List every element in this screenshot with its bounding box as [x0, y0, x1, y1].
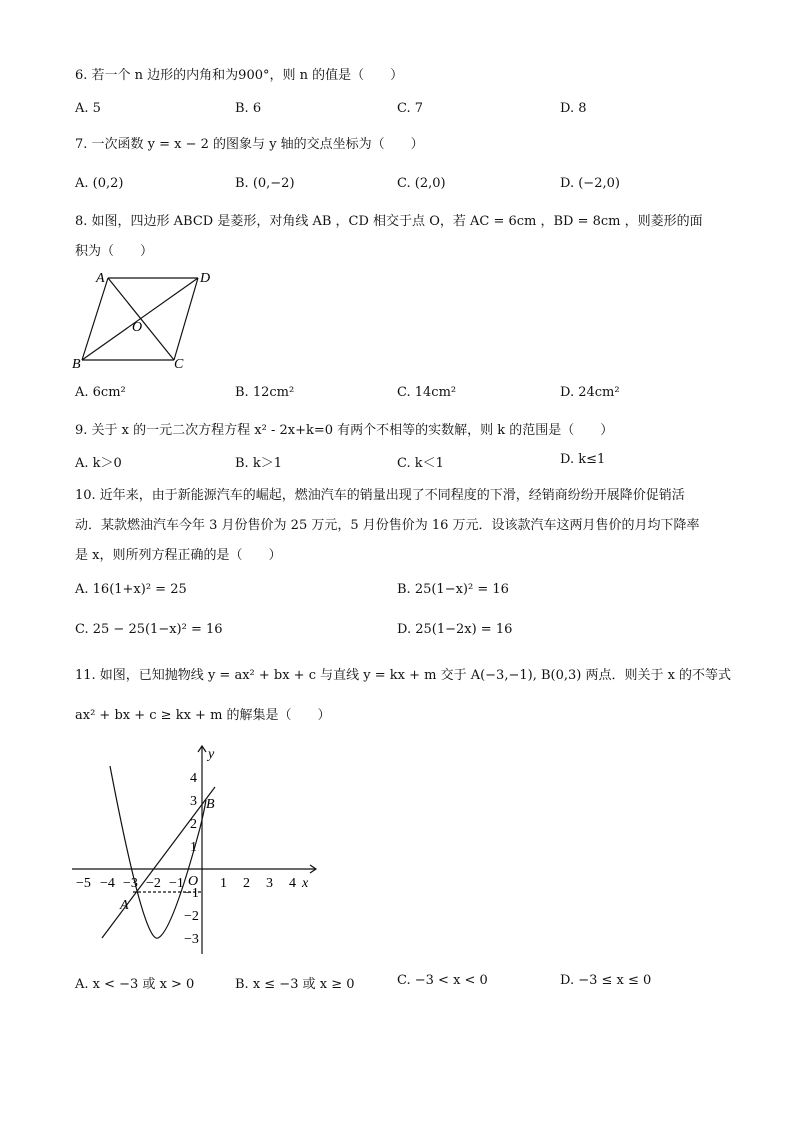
rhombus-figure [70, 268, 220, 372]
question-9-stem: 9. 关于 x 的一元二次方程方程 x² - 2x+k=0 有两个不相等的实数解，则 k 的范围是（ ） [75, 423, 614, 438]
x-tick-neg3: −3 [123, 876, 138, 891]
axis-label-x: x [302, 876, 309, 891]
origin-label: O [188, 874, 199, 889]
q9-option-c[interactable]: C. k＜1 [397, 456, 444, 471]
y-tick-neg1: −1 [184, 886, 199, 901]
q7-option-b[interactable]: B. (0,−2) [235, 176, 295, 191]
center-label-o: O [132, 320, 143, 335]
diagonal-bd [82, 278, 198, 360]
question-11-stem-line2: ax² + bx + c ≥ kx + m 的解集是（ ） [75, 708, 331, 723]
q9-option-b[interactable]: B. k＞1 [235, 456, 282, 471]
q6-option-a[interactable]: A. 5 [75, 101, 101, 116]
y-tick-neg2: −2 [184, 909, 199, 924]
x-tick-neg4: −4 [100, 876, 115, 891]
y-tick-4: 4 [190, 771, 197, 786]
y-tick-2: 2 [190, 817, 197, 832]
vertex-label-c: C [174, 357, 184, 372]
question-9-options [75, 452, 725, 472]
question-8-stem-line1: 8. 如图，四边形 ABCD 是菱形，对角线 AB ，CD 相交于点 O，若 AC = 6cm ，BD = 8cm ，则菱形的面 [75, 214, 703, 229]
question-10-stem-line2: 动．某款燃油汽车今年 3 月份售价为 25 万元，5 月份售价为 16 万元．设该款汽车这两月售价的月均下降率 [75, 518, 700, 533]
question-6-stem: 6. 若一个 n 边形的内角和为900°，则 n 的值是（ ） [75, 68, 404, 83]
question-6-options [75, 101, 725, 121]
vertex-label-a: A [96, 271, 105, 286]
rhombus-side-dc [174, 278, 198, 360]
q8-option-c[interactable]: C. 14cm² [397, 385, 457, 400]
axis-label-y: y [208, 747, 215, 762]
q7-option-a[interactable]: A. (0,2) [75, 176, 124, 191]
q9-option-a[interactable]: A. k＞0 [75, 456, 122, 471]
parabola-graph [70, 742, 320, 962]
question-8-options [75, 385, 725, 405]
q10-option-a[interactable]: A. 16(1+x)² = 25 [75, 582, 187, 597]
q8-option-b[interactable]: B. 12cm² [235, 385, 295, 400]
q11-option-a[interactable]: A. x < −3 或 x > 0 [75, 977, 195, 992]
question-8-stem-line2: 积为（ ） [75, 244, 154, 259]
question-7-stem: 7. 一次函数 y = x − 2 的图象与 y 轴的交点坐标为（ ） [75, 137, 424, 152]
q7-option-c[interactable]: C. (2,0) [397, 176, 446, 191]
y-tick-3: 3 [190, 794, 197, 809]
q6-option-c[interactable]: C. 7 [397, 101, 424, 116]
question-10-stem-line1: 10. 近年来，由于新能源汽车的崛起，燃油汽车的销量出现了不同程度的下滑，经销商纷纷开展降价促销活 [75, 488, 685, 503]
x-tick-2: 2 [243, 876, 250, 891]
vertex-label-d: D [200, 271, 211, 286]
q11-option-c[interactable]: C. −3 < x < 0 [397, 973, 488, 988]
x-tick-1: 1 [220, 876, 227, 891]
rhombus-side-ba [82, 278, 108, 360]
q6-option-d[interactable]: D. 8 [560, 101, 587, 116]
q11-option-d[interactable]: D. −3 ≤ x ≤ 0 [560, 973, 652, 988]
y-tick-neg3: −3 [184, 932, 199, 947]
question-10-options-row1 [75, 582, 725, 602]
x-tick-4: 4 [289, 876, 296, 891]
question-7-options [75, 176, 725, 196]
x-tick-neg2: −2 [146, 876, 161, 891]
x-tick-neg5: −5 [76, 876, 91, 891]
q9-option-d[interactable]: D. k≤1 [560, 452, 606, 467]
x-tick-neg1: −1 [169, 876, 184, 891]
question-11-options [75, 973, 725, 993]
x-tick-3: 3 [266, 876, 273, 891]
q6-option-b[interactable]: B. 6 [235, 101, 262, 116]
q8-option-a[interactable]: A. 6cm² [75, 385, 126, 400]
q7-option-d[interactable]: D. (−2,0) [560, 176, 620, 191]
question-10-options-row2 [75, 622, 725, 642]
question-10-stem-line3: 是 x，则所列方程正确的是（ ） [75, 548, 282, 563]
q10-option-c[interactable]: C. 25 − 25(1−x)² = 16 [75, 622, 223, 637]
q8-option-d[interactable]: D. 24cm² [560, 385, 620, 400]
q10-option-b[interactable]: B. 25(1−x)² = 16 [397, 582, 509, 597]
q10-option-d[interactable]: D. 25(1−2x) = 16 [397, 622, 513, 637]
point-label-a: A [120, 898, 129, 913]
point-label-b: B [206, 797, 215, 812]
question-11-stem-line1: 11. 如图，已知抛物线 y = ax² + bx + c 与直线 y = kx + m 交于 A(−3,−1), B(0,3) 两点．则关于 x 的不等式 [75, 668, 732, 683]
y-tick-1: 1 [190, 840, 197, 855]
vertex-label-b: B [72, 357, 81, 372]
q11-option-b[interactable]: B. x ≤ −3 或 x ≥ 0 [235, 977, 355, 992]
